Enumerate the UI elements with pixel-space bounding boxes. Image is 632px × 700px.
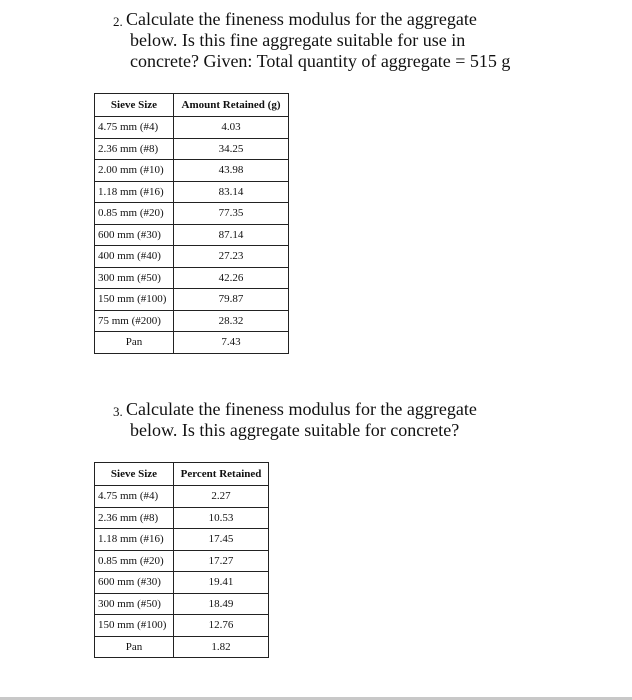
sieve-size-cell: 600 mm (#30) xyxy=(95,224,174,246)
column-header-amount-retained: Amount Retained (g) xyxy=(174,94,289,117)
sieve-size-cell: 0.85 mm (#20) xyxy=(95,203,174,225)
percent-retained-cell: 19.41 xyxy=(174,572,269,594)
sieve-size-cell: 600 mm (#30) xyxy=(95,572,174,594)
table-row xyxy=(95,615,269,637)
amount-retained-cell: 34.25 xyxy=(174,138,289,160)
question-2-line: Calculate the fineness modulus for the aggregate xyxy=(126,9,477,29)
sieve-size-cell: 1.18 mm (#16) xyxy=(95,529,174,551)
amount-retained-table xyxy=(94,93,289,354)
table-row xyxy=(95,593,269,615)
amount-retained-cell: 42.26 xyxy=(174,267,289,289)
table-row xyxy=(95,289,289,311)
sieve-size-cell: Pan xyxy=(95,636,174,658)
table-header-row xyxy=(95,94,289,117)
column-header-sieve-size: Sieve Size xyxy=(95,463,174,486)
amount-retained-cell: 27.23 xyxy=(174,246,289,268)
percent-retained-cell: 17.45 xyxy=(174,529,269,551)
table-row xyxy=(95,486,269,508)
table-row xyxy=(95,246,289,268)
percent-retained-cell: 17.27 xyxy=(174,550,269,572)
table-row xyxy=(95,224,289,246)
question-3 xyxy=(113,399,477,441)
table-row xyxy=(95,529,269,551)
table-row xyxy=(95,550,269,572)
percent-retained-cell: 1.82 xyxy=(174,636,269,658)
amount-retained-cell: 87.14 xyxy=(174,224,289,246)
percent-retained-cell: 18.49 xyxy=(174,593,269,615)
sieve-size-cell: 0.85 mm (#20) xyxy=(95,550,174,572)
table-row xyxy=(95,636,269,658)
table-row xyxy=(95,267,289,289)
table-header-row xyxy=(95,463,269,486)
question-3-line: below. Is this aggregate suitable for concrete? xyxy=(130,420,460,440)
table-row xyxy=(95,203,289,225)
sieve-size-cell: 4.75 mm (#4) xyxy=(95,486,174,508)
amount-retained-cell: 7.43 xyxy=(174,332,289,354)
sieve-size-cell: 300 mm (#50) xyxy=(95,267,174,289)
percent-retained-cell: 2.27 xyxy=(174,486,269,508)
table-row xyxy=(95,181,289,203)
amount-retained-cell: 28.32 xyxy=(174,310,289,332)
table-row xyxy=(95,117,289,139)
table-row xyxy=(95,572,269,594)
sieve-size-cell: 400 mm (#40) xyxy=(95,246,174,268)
table-row xyxy=(95,507,269,529)
sieve-size-cell: 300 mm (#50) xyxy=(95,593,174,615)
question-2-number: 2. xyxy=(113,14,123,29)
sieve-size-cell: 150 mm (#100) xyxy=(95,615,174,637)
amount-retained-cell: 79.87 xyxy=(174,289,289,311)
question-2 xyxy=(113,9,510,72)
question-2-line: concrete? Given: Total quantity of aggregate = 515 g xyxy=(130,51,511,71)
sieve-size-cell: 150 mm (#100) xyxy=(95,289,174,311)
column-header-percent-retained: Percent Retained xyxy=(174,463,269,486)
percent-retained-cell: 10.53 xyxy=(174,507,269,529)
percent-retained-cell: 12.76 xyxy=(174,615,269,637)
question-3-number: 3. xyxy=(113,404,123,419)
amount-retained-cell: 43.98 xyxy=(174,160,289,182)
table-row xyxy=(95,332,289,354)
amount-retained-cell: 4.03 xyxy=(174,117,289,139)
amount-retained-cell: 77.35 xyxy=(174,203,289,225)
sieve-size-cell: 4.75 mm (#4) xyxy=(95,117,174,139)
table-row xyxy=(95,310,289,332)
sieve-size-cell: 2.36 mm (#8) xyxy=(95,138,174,160)
question-3-line: Calculate the fineness modulus for the aggregate xyxy=(126,399,477,419)
sieve-size-cell: 2.36 mm (#8) xyxy=(95,507,174,529)
sieve-size-cell: 2.00 mm (#10) xyxy=(95,160,174,182)
sieve-size-cell: Pan xyxy=(95,332,174,354)
table-row xyxy=(95,160,289,182)
table-row xyxy=(95,138,289,160)
question-2-line: below. Is this fine aggregate suitable for use in xyxy=(130,30,466,50)
sieve-size-cell: 1.18 mm (#16) xyxy=(95,181,174,203)
sieve-size-cell: 75 mm (#200) xyxy=(95,310,174,332)
column-header-sieve-size: Sieve Size xyxy=(95,94,174,117)
percent-retained-table xyxy=(94,462,269,658)
amount-retained-cell: 83.14 xyxy=(174,181,289,203)
